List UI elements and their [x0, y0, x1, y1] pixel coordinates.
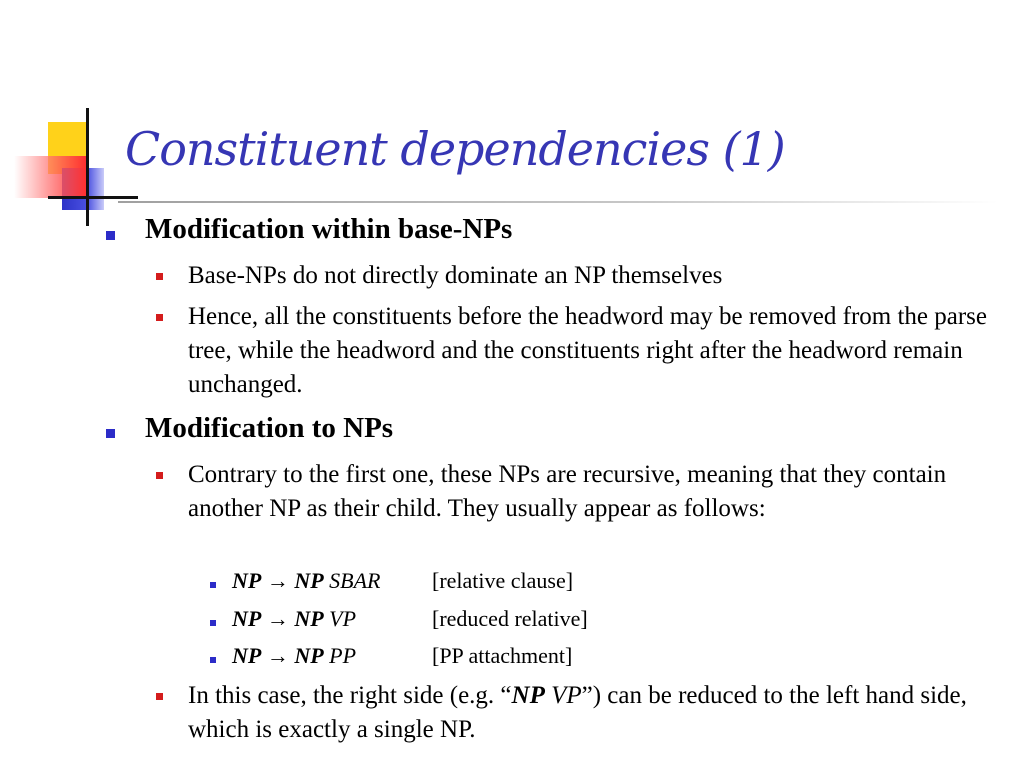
bullet-square-icon	[210, 582, 216, 588]
closing-np: NP	[511, 682, 545, 709]
rule-rhs-head: NP	[294, 606, 324, 631]
point-item: Contrary to the first one, these NPs are recursive, meaning that they contain another NP as their child. They usually appear as follows:	[188, 461, 947, 522]
bullet-square-icon	[156, 314, 163, 321]
grammar-rule	[232, 606, 356, 632]
bullet-square-icon	[106, 231, 115, 240]
bullet-square-icon	[210, 657, 216, 663]
bullet-square-icon	[156, 472, 163, 479]
bullet-square-icon	[156, 693, 163, 700]
rule-rhs-head: NP	[294, 643, 324, 668]
bullet-square-icon	[156, 273, 163, 280]
rule-rhs-rest: PP	[329, 643, 357, 668]
point-item: Base-NPs do not directly dominate an NP themselves	[188, 262, 723, 289]
bullet-square-icon	[210, 620, 216, 626]
point-heading: Modification within base-NPs	[145, 213, 513, 245]
closing-text-start: In this case, the right side (e.g. “	[188, 682, 512, 709]
arrow-icon: →	[266, 606, 289, 631]
grammar-rule	[232, 643, 356, 669]
arrow-icon: →	[266, 568, 289, 593]
rule-description: [reduced relative]	[432, 606, 588, 631]
point-item: Hence, all the constituents before the headword may be removed from the parse tree, while the headword and the constituents right after the headword remain unchanged.	[188, 303, 987, 398]
closing-text-end: ”) can be reduced to the left hand side, which is exactly a single NP.	[188, 682, 967, 743]
rule-rhs-rest: SBAR	[329, 568, 381, 593]
rule-description: [relative clause]	[432, 568, 574, 593]
point-heading: Modification to NPs	[145, 412, 394, 444]
point-item	[188, 679, 988, 747]
closing-vp: VP	[551, 682, 582, 709]
rule-lhs: NP	[232, 568, 262, 593]
rule-lhs: NP	[232, 606, 262, 631]
rule-rhs-head: NP	[294, 568, 324, 593]
grammar-rule	[232, 568, 380, 594]
bullet-square-icon	[106, 429, 115, 438]
rule-lhs: NP	[232, 643, 262, 668]
rule-rhs-rest: VP	[329, 606, 357, 631]
arrow-icon: →	[266, 643, 289, 668]
slide-title: Constituent dependencies (1)	[125, 122, 785, 176]
rule-description: [PP attachment]	[432, 643, 573, 668]
